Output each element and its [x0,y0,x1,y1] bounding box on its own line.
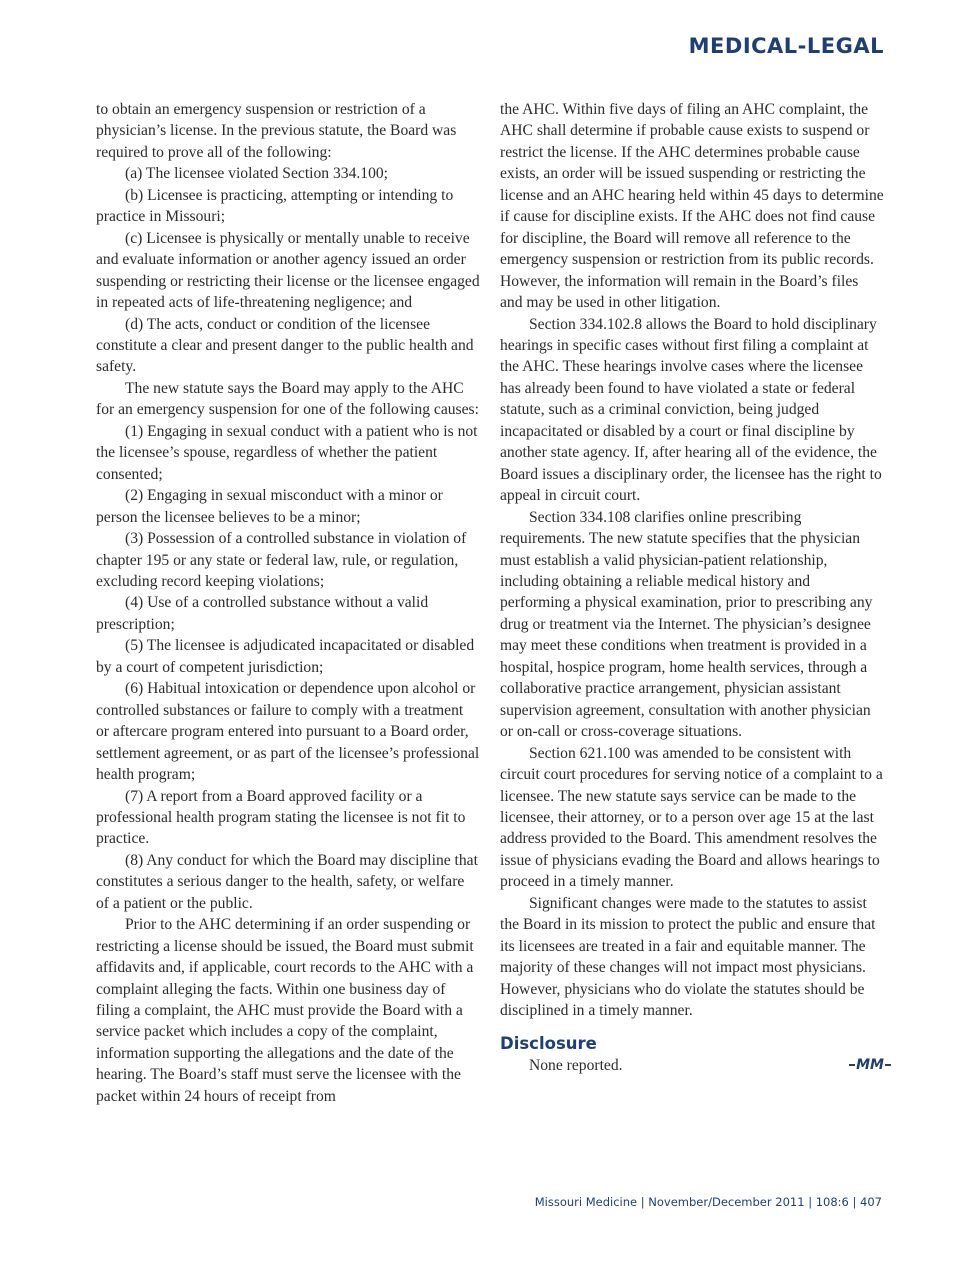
page-footer: Missouri Medicine | November/December 2011 | 108:6 | 407 [534,1195,882,1209]
paragraph: (5) The licensee is adjudicated incapacitated or disabled by a court of competent jurisdiction; [96,637,475,676]
disclosure-heading: Disclosure [500,1034,597,1054]
left-column [96,99,480,1107]
disclosure-text: None reported. [529,1057,623,1075]
paragraph: the AHC. Within five days of filing an AHC complaint, the AHC shall determine if probable cause exists to suspend or restrict the license. If the AHC determines probable cause exists, an order will be issued suspending or restricting the license and an AHC hearing held within 45 days to determine if cause for discipline exists. If the AHC does not find cause for discipline, the Board will remove all reference to the emergency suspension or restriction from its public records. However, the information will remain in the Board’s files and may be used in other litigation. [500,101,884,312]
paragraph: (7) A report from a Board approved facility or a professional health program stating the licensee is not fit to practice. [96,787,466,848]
right-column [500,99,884,1077]
paragraph: Prior to the AHC determining if an order suspending or restricting a license should be issued, the Board must submit affidavits and, if applicable, court records to the AHC with a complaint alleging the facts. Within one business day of filing a complaint, the AHC must provide the Board with a service packet which includes a copy of the complaint, information supporting the allegations and the date of the hearing. The Board’s staff must serve the licensee with the packet within 24 hours of receipt from [96,916,474,1105]
disclosure-row [500,1055,884,1076]
paragraph: Section 334.102.8 allows the Board to hold disciplinary hearings in specific cases without first filing a complaint at the AHC. These hearings involve cases where the licensee has already been found to have violated a state or federal statute, such as a criminal conviction, being judged incapacitated or disabled by a court or final discipline by another state agency. If, after hearing all of the evidence, the Board issues a disciplinary order, the licensee has the right to appeal in circuit court. [500,315,882,505]
paragraph: (a) The licensee violated Section 334.100; [125,165,388,183]
paragraph: (c) Licensee is physically or mentally unable to receive and evaluate information or another agency issued an order suspending or restricting their license or the licensee engaged in repeated acts of life-threatening negligence; and [96,229,480,312]
paragraph: The new statute says the Board may apply to the AHC for an emergency suspension for one of the following causes: [96,379,479,419]
paragraph: Significant changes were made to the statutes to assist the Board in its mission to protect the public and ensure that its licensees are treated in a fair and equitable manner. The majority of these changes will not impact most physicians. However, physicians who do violate the statutes should be disciplined in a timely manner. [500,894,876,1020]
paragraph: Section 334.108 clarifies online prescribing requirements. The new statute specifies that the physician must establish a valid physician-patient relationship, including obtaining a reliable medical history and performing a physical examination, prior to prescribing any drug or treatment via the Internet. The physician’s designee may meet these conditions when treatment is provided in a hospital, hospice program, home health services, through a collaborative practice arrangement, physician assistant supervision agreement, consultation with another physician or on-call or cross-coverage situations. [500,508,873,741]
mm-logo: MM [856,1057,884,1074]
paragraph: Section 621.100 was amended to be consistent with circuit court procedures for serving notice of a complaint to a licensee. The new statute says service can be made to the licensee, their attorney, or to a person over age 15 at the last address provided to the Board. This amendment resolves the issue of physicians evading the Board and allows hearings to proceed in a timely manner. [500,744,883,891]
paragraph: (2) Engaging in sexual misconduct with a minor or person the licensee believes to be a minor; [96,487,443,526]
paragraph: (4) Use of a controlled substance without a valid prescription; [96,594,429,633]
paragraph: (b) Licensee is practicing, attempting or intending to practice in Missouri; [96,186,454,226]
paragraph: to obtain an emergency suspension or restriction of a physician’s license. In the previous statute, the Board was required to prove all of the following: [96,101,457,161]
right-column-body [500,99,884,1021]
paragraph: (8) Any conduct for which the Board may discipline that constitutes a serious danger to the health, safety, or welfare of a patient or the public. [96,851,478,912]
paragraph: (d) The acts, conduct or condition of the licensee constitute a clear and present danger to the public health and safety. [96,315,474,376]
paragraph: (1) Engaging in sexual conduct with a patient who is not the licensee’s spouse, regardless of whether the patient consented; [96,422,478,483]
section-label: MEDICAL-LEGAL [688,34,884,58]
paragraph: (3) Possession of a controlled substance in violation of chapter 195 or any state or federal law, rule, or regulation, excluding record keeping violations; [96,530,467,590]
paragraph: (6) Habitual intoxication or dependence upon alcohol or controlled substances or failure to comply with a treatment or aftercare program entered into pursuant to a Board order, settlement agreement, or as part of the licensee’s professional health program; [96,680,480,784]
